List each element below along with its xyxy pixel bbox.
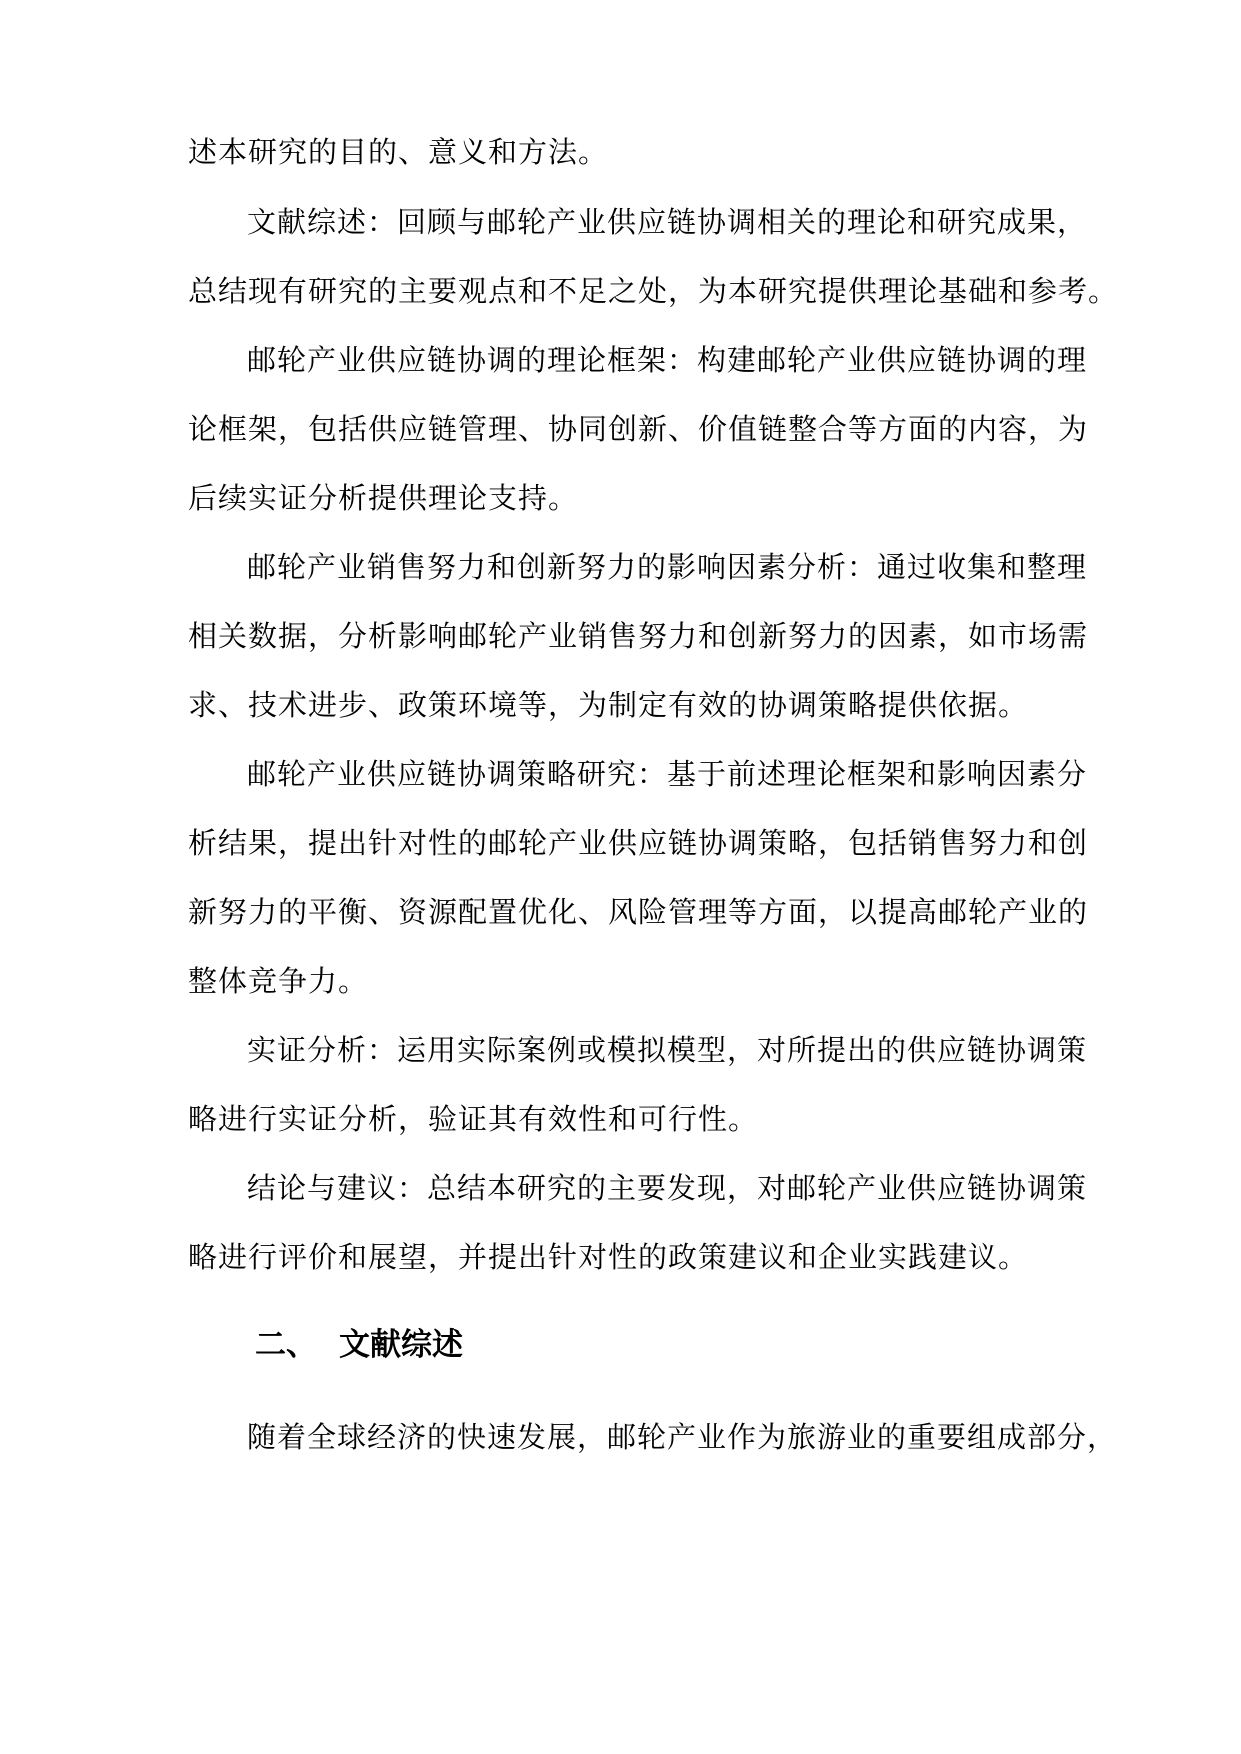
section-heading	[255, 1324, 463, 1366]
paragraph-line: 析结果，提出针对性的邮轮产业供应链协调策略，包括销售努力和创	[188, 826, 1089, 860]
paragraph-line: 文献综述：回顾与邮轮产业供应链协调相关的理论和研究成果，	[247, 205, 1088, 239]
paragraph-line: 邮轮产业供应链协调策略研究：基于前述理论框架和影响因素分	[247, 757, 1088, 791]
paragraph-line: 邮轮产业供应链协调的理论框架：构建邮轮产业供应链协调的理	[247, 343, 1088, 377]
paragraph-line: 论框架，包括供应链管理、协同创新、价值链整合等方面的内容，为	[188, 412, 1089, 446]
paragraph-line: 结论与建议：总结本研究的主要发现，对邮轮产业供应链协调策	[247, 1171, 1088, 1205]
paragraph-line: 总结现有研究的主要观点和不足之处，为本研究提供理论基础和参考。	[188, 274, 1119, 308]
paragraph-line: 实证分析：运用实际案例或模拟模型，对所提出的供应链协调策	[247, 1033, 1088, 1067]
paragraph-line: 略进行评价和展望，并提出针对性的政策建议和企业实践建议。	[188, 1240, 1029, 1274]
paragraph-line: 略进行实证分析，验证其有效性和可行性。	[188, 1102, 759, 1136]
section-title: 文献综述	[339, 1327, 463, 1363]
paragraph-line: 求、技术进步、政策环境等，为制定有效的协调策略提供依据。	[188, 688, 1029, 722]
paragraph-line: 新努力的平衡、资源配置优化、风险管理等方面，以提高邮轮产业的	[188, 895, 1089, 929]
paragraph-line: 随着全球经济的快速发展，邮轮产业作为旅游业的重要组成部分，	[247, 1420, 1118, 1454]
paragraph-line: 相关数据，分析影响邮轮产业销售努力和创新努力的因素，如市场需	[188, 619, 1089, 653]
paragraph-line: 整体竞争力。	[188, 964, 369, 998]
section-number: 二、	[255, 1327, 317, 1363]
paragraph-line: 邮轮产业销售努力和创新努力的影响因素分析：通过收集和整理	[247, 550, 1088, 584]
paragraph-line: 后续实证分析提供理论支持。	[188, 481, 579, 515]
paragraph-line: 述本研究的目的、意义和方法。	[188, 135, 609, 169]
